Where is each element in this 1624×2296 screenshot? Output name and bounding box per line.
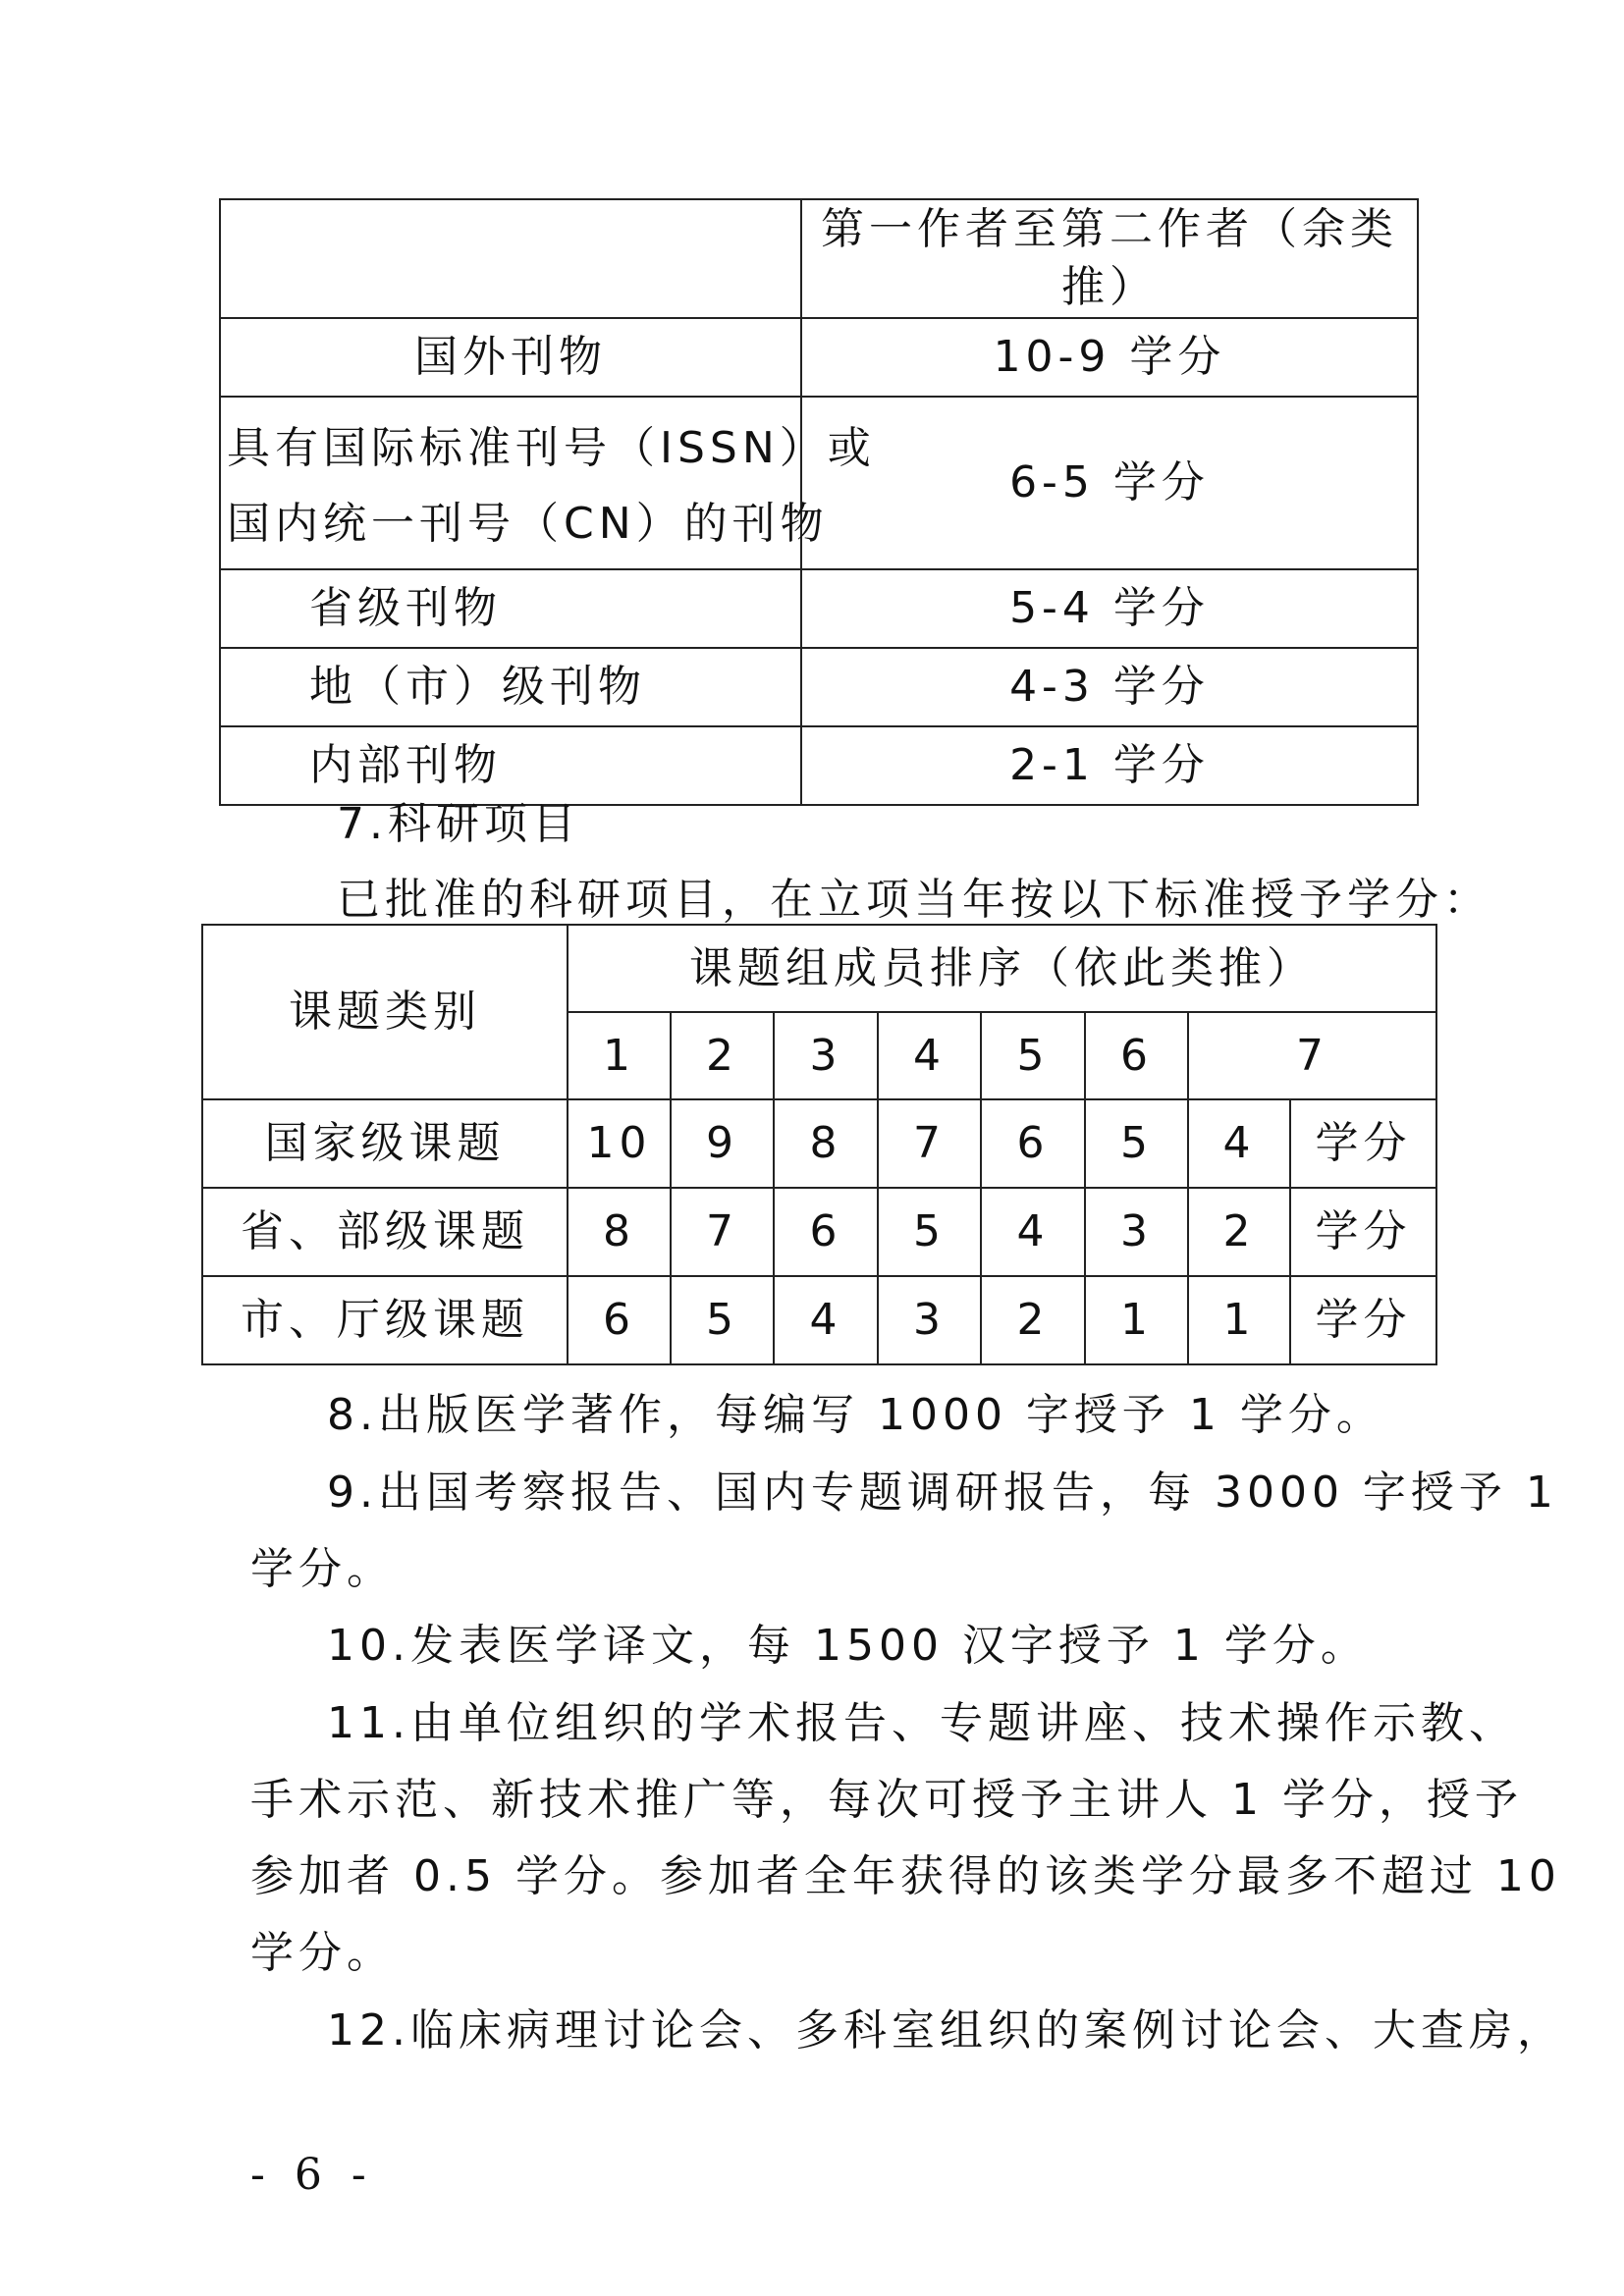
credit-value: 7 xyxy=(671,1188,774,1276)
row-category: 国外刊物 xyxy=(220,318,801,397)
credit-value: 3 xyxy=(1085,1188,1188,1276)
credit-value: 2 xyxy=(1188,1188,1290,1276)
section-title: 7.科研项目 xyxy=(337,799,580,849)
credit-value: 10 xyxy=(568,1099,671,1188)
paragraph-11-line: 11.由单位组织的学术报告、专题讲座、技术操作示教、 xyxy=(327,1698,1517,1748)
row-credits: 4-3 学分 xyxy=(801,648,1418,726)
credit-value: 6 xyxy=(568,1276,671,1364)
credit-value: 4 xyxy=(1188,1099,1290,1188)
credit-value: 5 xyxy=(671,1276,774,1364)
rank-cell: 3 xyxy=(774,1012,878,1099)
project-credit-table xyxy=(201,924,1437,1365)
category-line: 国内统一刊号（CN）的刊物 xyxy=(227,499,829,550)
category-line: 具有国际标准刊号（ISSN）或 xyxy=(227,423,876,474)
rank-cell: 1 xyxy=(568,1012,671,1099)
project-category: 省、部级课题 xyxy=(202,1188,568,1276)
credit-unit: 学分 xyxy=(1290,1276,1436,1364)
credit-value: 8 xyxy=(568,1188,671,1276)
paragraph-8: 8.出版医学著作，每编写 1000 字授予 1 学分。 xyxy=(327,1390,1384,1440)
row-credits: 2-1 学分 xyxy=(801,726,1418,805)
page-number: - 6 - xyxy=(250,2150,374,2200)
rank-cell: 4 xyxy=(878,1012,981,1099)
row-category: 地（市）级刊物 xyxy=(220,648,801,726)
credit-value: 7 xyxy=(878,1099,981,1188)
paragraph-12: 12.临床病理讨论会、多科室组织的案例讨论会、大查房， xyxy=(327,2005,1565,2056)
header-author-order: 第一作者至第二作者（余类推） xyxy=(801,199,1418,318)
row-credits: 5-4 学分 xyxy=(801,569,1418,648)
rank-cell: 6 xyxy=(1085,1012,1188,1099)
credit-value: 4 xyxy=(774,1276,878,1364)
credit-value: 2 xyxy=(981,1276,1085,1364)
row-credits: 6-5 学分 xyxy=(801,397,1418,569)
rank-cell: 2 xyxy=(671,1012,774,1099)
rank-header: 课题组成员排序（依此类推） xyxy=(568,925,1436,1012)
credit-value: 4 xyxy=(981,1188,1085,1276)
project-category: 市、厅级课题 xyxy=(202,1276,568,1364)
section-intro: 已批准的科研项目，在立项当年按以下标准授予学分： xyxy=(337,875,1491,925)
credit-value: 9 xyxy=(671,1099,774,1188)
rank-cell: 5 xyxy=(981,1012,1085,1099)
row-category xyxy=(220,397,876,569)
project-category: 国家级课题 xyxy=(202,1099,568,1188)
credit-value: 6 xyxy=(774,1188,878,1276)
paragraph-10: 10.发表医学译文，每 1500 汉字授予 1 学分。 xyxy=(327,1621,1369,1671)
credit-value: 6 xyxy=(981,1099,1085,1188)
credit-value: 1 xyxy=(1085,1276,1188,1364)
paragraph-11-line: 学分。 xyxy=(250,1928,395,1978)
credit-value: 8 xyxy=(774,1099,878,1188)
paragraph-11-line: 手术示范、新技术推广等，每次可授予主讲人 1 学分，授予 xyxy=(250,1775,1523,1825)
credit-value: 5 xyxy=(1085,1099,1188,1188)
paragraph-11-line: 参加者 0.5 学分。参加者全年获得的该类学分最多不超过 10 xyxy=(250,1851,1561,1901)
credit-value: 1 xyxy=(1188,1276,1290,1364)
category-header: 课题类别 xyxy=(202,925,568,1099)
credit-unit: 学分 xyxy=(1290,1099,1436,1188)
journal-credit-table xyxy=(219,198,1419,806)
header-empty-cell xyxy=(220,199,801,318)
credit-value: 5 xyxy=(878,1188,981,1276)
credit-unit: 学分 xyxy=(1290,1188,1436,1276)
row-category: 省级刊物 xyxy=(220,569,801,648)
rank-cell: 7 xyxy=(1188,1012,1436,1099)
paragraph-9-line: 学分。 xyxy=(250,1544,395,1594)
row-credits: 10-9 学分 xyxy=(801,318,1418,397)
paragraph-9-line: 9.出国考察报告、国内专题调研报告，每 3000 字授予 1 xyxy=(327,1468,1558,1518)
credit-value: 3 xyxy=(878,1276,981,1364)
row-category: 内部刊物 xyxy=(220,726,801,805)
